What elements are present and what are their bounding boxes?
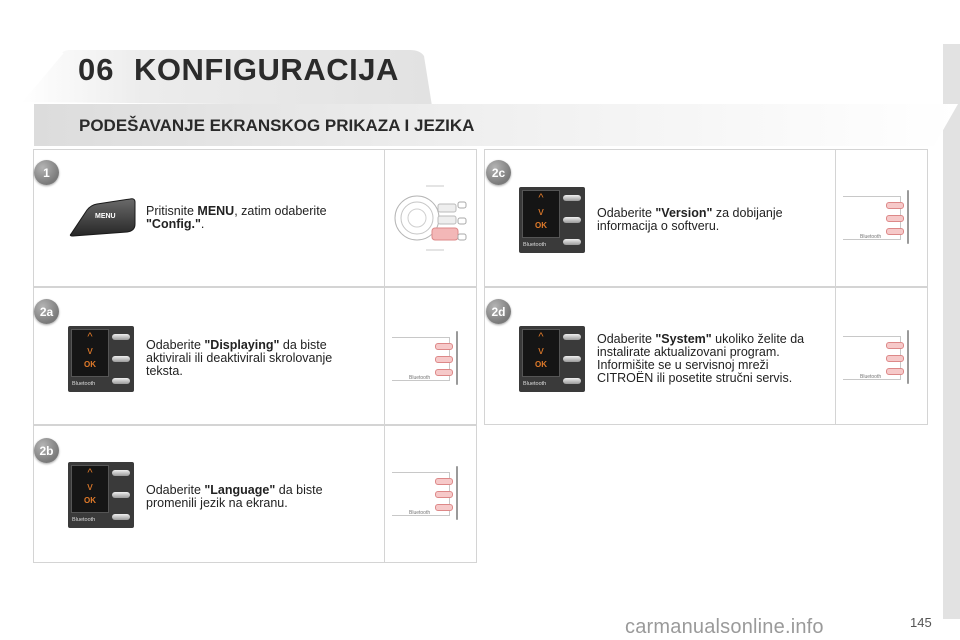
radio-side-panel-2b	[392, 466, 462, 520]
step-2b-text: Odaberite "Language" da biste promenili jezik na ekranu.	[146, 483, 323, 510]
radio-button-highlighted	[886, 228, 904, 235]
radio-panel-edge	[907, 190, 909, 244]
bluetooth-label: Bluetooth	[409, 510, 431, 516]
radio-button-highlighted	[886, 342, 904, 349]
display-device-2d	[519, 326, 585, 392]
bluetooth-label: Bluetooth	[860, 234, 882, 240]
step-2c-text: Odaberite "Version" za dobijanje informacija o softveru.	[597, 206, 783, 233]
arrow-down-icon: v	[538, 206, 544, 218]
ok-label: OK	[535, 360, 547, 369]
page-number: 145	[910, 615, 932, 630]
radio-side-panel-2a	[392, 331, 462, 385]
radio-button-highlighted	[886, 355, 904, 362]
ok-label: OK	[535, 221, 547, 230]
chapter-number: 06	[78, 52, 115, 87]
display-device-2a	[68, 326, 134, 392]
radio-button-highlighted	[435, 369, 453, 376]
step-badge-2d: 2d	[486, 299, 511, 324]
arrow-down-icon: v	[538, 345, 544, 357]
radio-button-highlighted	[435, 343, 453, 350]
device-button	[112, 470, 130, 476]
device-screen	[71, 465, 109, 513]
step-badge-2b: 2b	[34, 438, 59, 463]
device-button	[112, 492, 130, 498]
device-button	[563, 356, 581, 362]
ok-label: OK	[84, 360, 96, 369]
step-1-text: Pritisnite MENU, zatim odaberite "Config.".	[146, 204, 327, 231]
bluetooth-label: Bluetooth	[523, 242, 547, 248]
radio-button-highlighted	[435, 504, 453, 511]
radio-panel-edge	[456, 466, 458, 520]
radio-button-highlighted	[435, 491, 453, 498]
device-button	[563, 334, 581, 340]
bluetooth-label: Bluetooth	[523, 381, 547, 387]
display-device-2c	[519, 187, 585, 253]
bluetooth-label: Bluetooth	[72, 381, 96, 387]
device-screen	[522, 190, 560, 238]
device-button	[112, 514, 130, 520]
radio-faceplate-icon	[392, 180, 472, 260]
radio-side-panel-2c	[843, 190, 913, 244]
watermark: carmanualsonline.info	[625, 616, 824, 638]
device-button	[563, 239, 581, 245]
menu-key-image	[67, 196, 137, 238]
display-device-2b	[68, 462, 134, 528]
ok-label: OK	[84, 496, 96, 505]
device-button	[563, 195, 581, 201]
radio-panel-edge	[456, 331, 458, 385]
step-badge-2c: 2c	[486, 160, 511, 185]
step-badge-1: 1	[34, 160, 59, 185]
panel-divider	[384, 288, 385, 424]
device-button	[112, 356, 130, 362]
panel-divider	[835, 150, 836, 286]
radio-button-highlighted	[886, 368, 904, 375]
bluetooth-label: Bluetooth	[860, 374, 882, 380]
radio-panel-edge	[907, 330, 909, 384]
arrow-up-icon: ^	[87, 467, 93, 479]
arrow-down-icon: v	[87, 345, 93, 357]
panel-divider	[384, 150, 385, 286]
device-button	[563, 217, 581, 223]
step-badge-2a: 2a	[34, 299, 59, 324]
device-screen	[522, 329, 560, 377]
bluetooth-label: Bluetooth	[409, 375, 431, 381]
bluetooth-label: Bluetooth	[72, 517, 96, 523]
arrow-down-icon: v	[87, 481, 93, 493]
step-2a-text: Odaberite "Displaying" da biste aktivirali ili deaktivirali skrolovanje teksta.	[146, 338, 333, 378]
panel-divider	[384, 426, 385, 562]
step-2d-text: Odaberite "System" ukoliko želite da instalirate aktualizovani program. Informišite se u servisnoj mreži CITROËN ili posetite stručni servis.	[597, 332, 805, 385]
radio-button-highlighted	[886, 215, 904, 222]
radio-button-highlighted	[886, 202, 904, 209]
arrow-up-icon: ^	[538, 192, 544, 204]
device-screen	[71, 329, 109, 377]
arrow-up-icon: ^	[87, 331, 93, 343]
radio-side-panel-2d	[843, 330, 913, 384]
chapter-title: KONFIGURACIJA	[134, 52, 399, 87]
device-button	[112, 334, 130, 340]
section-title: PODEŠAVANJE EKRANSKOG PRIKAZA I JEZIKA	[79, 116, 475, 135]
device-button	[112, 378, 130, 384]
arrow-up-icon: ^	[538, 331, 544, 343]
radio-button-highlighted	[435, 356, 453, 363]
device-button	[563, 378, 581, 384]
panel-divider	[835, 288, 836, 424]
menu-key-label: MENU	[95, 213, 116, 220]
radio-button-highlighted	[435, 478, 453, 485]
